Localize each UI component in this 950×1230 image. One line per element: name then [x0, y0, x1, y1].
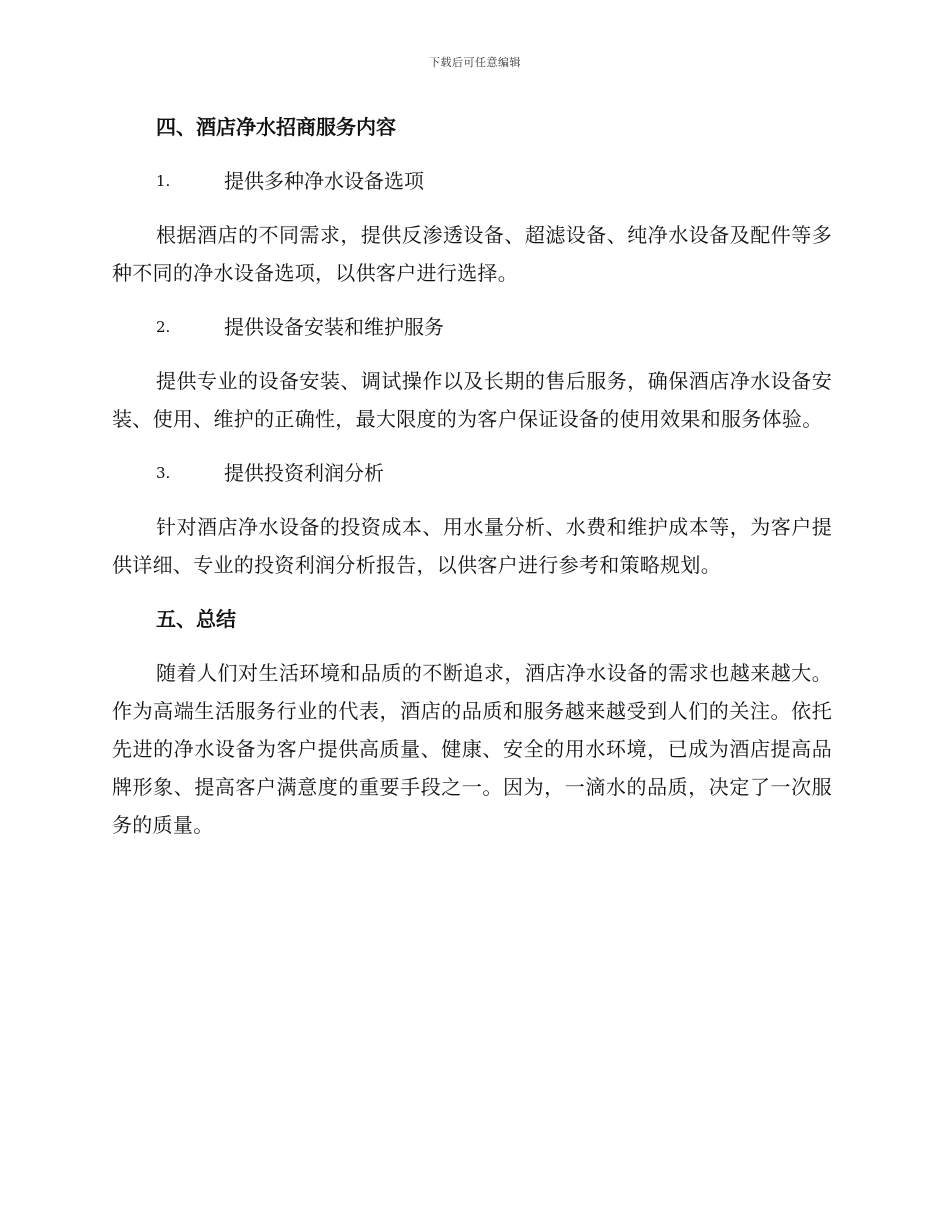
- paragraph: 根据酒店的不同需求，提供反渗透设备、超滤设备、纯净水设备及配件等多种不同的净水设备选项，以供客户进行选择。: [112, 223, 832, 285]
- header-note: 下载后可任意编辑: [429, 56, 521, 69]
- list-item-title: 提供多种净水设备选项: [224, 169, 424, 193]
- list-item-number: 1.: [156, 172, 171, 190]
- list-item-title: 提供投资利润分析: [224, 461, 384, 485]
- paragraph: 提供专业的设备安装、调试操作以及长期的售后服务，确保酒店净水设备安装、使用、维护的正确性，最大限度的为客户保证设备的使用效果和服务体验。: [112, 369, 832, 431]
- section-4-heading: 四、酒店净水招商服务内容: [156, 115, 396, 139]
- summary-paragraph: 随着人们对生活环境和品质的不断追求，酒店净水设备的需求也越来越大。作为高端生活服务行业的代表，酒店的品质和服务越来越受到人们的关注。依托先进的净水设备为客户提供高质量、健康、安全的用水环境，已成为酒店提高品牌形象、提高客户满意度的重要手段之一。因为，一滴水的品质，决定了一次服务的质量。: [112, 661, 832, 837]
- list-item-number: 3.: [156, 464, 171, 482]
- section-5-heading: 五、总结: [156, 607, 236, 631]
- document-body: [112, 108, 832, 844]
- list-item-3: [112, 454, 832, 492]
- list-item-title: 提供设备安装和维护服务: [224, 315, 444, 339]
- list-item-1: [112, 162, 832, 200]
- list-item-number: 2.: [156, 318, 171, 336]
- paragraph: 针对酒店净水设备的投资成本、用水量分析、水费和维护成本等，为客户提供详细、专业的投资利润分析报告，以供客户进行参考和策略规划。: [112, 515, 832, 577]
- list-item-2: [112, 308, 832, 346]
